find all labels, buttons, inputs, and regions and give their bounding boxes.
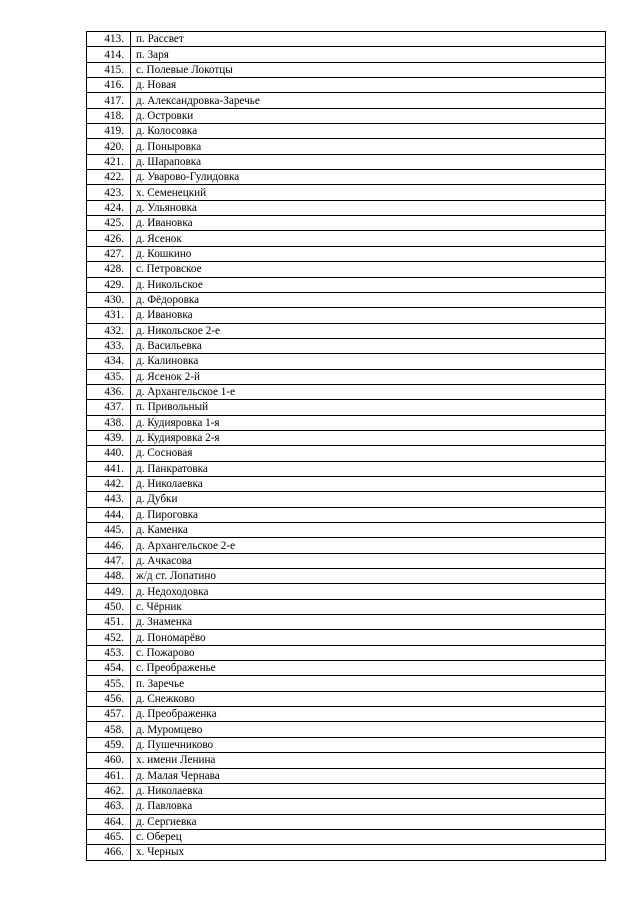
- settlement-name-cell: ж/д ст. Лопатино: [131, 569, 606, 584]
- row-number-cell: 424.: [87, 200, 131, 215]
- settlement-name-cell: д. Новая: [131, 78, 606, 93]
- table-row: [87, 799, 606, 814]
- row-number-cell: 434.: [87, 354, 131, 369]
- row-number-cell: 413.: [87, 32, 131, 47]
- settlement-name-cell: д. Фёдоровка: [131, 292, 606, 307]
- settlement-name-cell: д. Сергиевка: [131, 814, 606, 829]
- settlement-name-cell: с. Чёрник: [131, 599, 606, 614]
- row-number-cell: 466.: [87, 845, 131, 860]
- table-row: [87, 32, 606, 47]
- row-number-cell: 460.: [87, 753, 131, 768]
- settlement-name-cell: с. Оберец: [131, 829, 606, 844]
- table-row: [87, 292, 606, 307]
- row-number-cell: 429.: [87, 277, 131, 292]
- settlement-name-cell: п. Привольный: [131, 400, 606, 415]
- table-row: [87, 476, 606, 491]
- table-row: [87, 461, 606, 476]
- row-number-cell: 455.: [87, 676, 131, 691]
- settlement-name-cell: д. Сосновая: [131, 446, 606, 461]
- settlement-name-cell: д. Дубки: [131, 492, 606, 507]
- settlement-name-cell: д. Архангельское 2-е: [131, 538, 606, 553]
- row-number-cell: 452.: [87, 630, 131, 645]
- settlement-name-cell: х. Семенецкий: [131, 185, 606, 200]
- row-number-cell: 426.: [87, 231, 131, 246]
- row-number-cell: 414.: [87, 47, 131, 62]
- settlement-name-cell: д. Недоходовка: [131, 584, 606, 599]
- table-row: [87, 523, 606, 538]
- settlements-table: [86, 31, 606, 861]
- table-row: [87, 124, 606, 139]
- row-number-cell: 441.: [87, 461, 131, 476]
- settlement-name-cell: п. Заречье: [131, 676, 606, 691]
- settlement-name-cell: д. Преображенка: [131, 707, 606, 722]
- row-number-cell: 446.: [87, 538, 131, 553]
- row-number-cell: 438.: [87, 415, 131, 430]
- table-row: [87, 661, 606, 676]
- settlement-name-cell: д. Никольское 2-е: [131, 323, 606, 338]
- row-number-cell: 431.: [87, 308, 131, 323]
- settlement-name-cell: д. Кошкино: [131, 246, 606, 261]
- settlement-name-cell: д. Ульяновка: [131, 200, 606, 215]
- table-row: [87, 768, 606, 783]
- row-number-cell: 457.: [87, 707, 131, 722]
- table-row: [87, 277, 606, 292]
- row-number-cell: 423.: [87, 185, 131, 200]
- settlement-name-cell: д. Ясенок 2-й: [131, 369, 606, 384]
- settlement-name-cell: д. Павловка: [131, 799, 606, 814]
- row-number-cell: 456.: [87, 691, 131, 706]
- table-row: [87, 645, 606, 660]
- table-row: [87, 553, 606, 568]
- settlement-name-cell: д. Архангельское 1-е: [131, 384, 606, 399]
- settlement-name-cell: д. Николаевка: [131, 476, 606, 491]
- table-row: [87, 200, 606, 215]
- row-number-cell: 464.: [87, 814, 131, 829]
- table-row: [87, 246, 606, 261]
- table-row: [87, 845, 606, 860]
- settlement-name-cell: п. Рассвет: [131, 32, 606, 47]
- settlement-name-cell: х. имени Ленина: [131, 753, 606, 768]
- row-number-cell: 432.: [87, 323, 131, 338]
- table-row: [87, 507, 606, 522]
- row-number-cell: 450.: [87, 599, 131, 614]
- row-number-cell: 458.: [87, 722, 131, 737]
- settlement-name-cell: с. Петровское: [131, 262, 606, 277]
- settlement-name-cell: д. Каменка: [131, 523, 606, 538]
- table-row: [87, 538, 606, 553]
- row-number-cell: 418.: [87, 108, 131, 123]
- settlement-name-cell: д. Понырoвка: [131, 139, 606, 154]
- table-row: [87, 722, 606, 737]
- row-number-cell: 451.: [87, 615, 131, 630]
- row-number-cell: 448.: [87, 569, 131, 584]
- row-number-cell: 433.: [87, 338, 131, 353]
- row-number-cell: 428.: [87, 262, 131, 277]
- document-page: [86, 31, 606, 861]
- settlement-name-cell: д. Пироговка: [131, 507, 606, 522]
- table-row: [87, 400, 606, 415]
- settlement-name-cell: д. Пушечниково: [131, 737, 606, 752]
- table-row: [87, 630, 606, 645]
- row-number-cell: 437.: [87, 400, 131, 415]
- table-row: [87, 415, 606, 430]
- table-row: [87, 231, 606, 246]
- table-row: [87, 47, 606, 62]
- table-row: [87, 338, 606, 353]
- table-row: [87, 584, 606, 599]
- settlement-name-cell: д. Знаменка: [131, 615, 606, 630]
- row-number-cell: 420.: [87, 139, 131, 154]
- row-number-cell: 419.: [87, 124, 131, 139]
- row-number-cell: 415.: [87, 62, 131, 77]
- settlement-name-cell: с. Полевые Локотцы: [131, 62, 606, 77]
- settlement-name-cell: д. Уварово-Гулидовка: [131, 170, 606, 185]
- table-row: [87, 154, 606, 169]
- table-row: [87, 139, 606, 154]
- table-row: [87, 93, 606, 108]
- settlement-name-cell: д. Ясенок: [131, 231, 606, 246]
- table-row: [87, 369, 606, 384]
- table-row: [87, 185, 606, 200]
- table-row: [87, 170, 606, 185]
- table-row: [87, 599, 606, 614]
- table-row: [87, 753, 606, 768]
- row-number-cell: 416.: [87, 78, 131, 93]
- settlement-name-cell: с. Преображенье: [131, 661, 606, 676]
- table-row: [87, 707, 606, 722]
- row-number-cell: 453.: [87, 645, 131, 660]
- settlement-name-cell: д. Пономарёво: [131, 630, 606, 645]
- settlement-name-cell: х. Черных: [131, 845, 606, 860]
- settlement-name-cell: д. Муромцево: [131, 722, 606, 737]
- table-row: [87, 108, 606, 123]
- table-row: [87, 814, 606, 829]
- row-number-cell: 430.: [87, 292, 131, 307]
- row-number-cell: 462.: [87, 783, 131, 798]
- settlement-name-cell: д. Николаевка: [131, 783, 606, 798]
- settlement-name-cell: д. Кудияровка 2-я: [131, 430, 606, 445]
- row-number-cell: 463.: [87, 799, 131, 814]
- table-row: [87, 323, 606, 338]
- table-row: [87, 262, 606, 277]
- row-number-cell: 435.: [87, 369, 131, 384]
- row-number-cell: 454.: [87, 661, 131, 676]
- row-number-cell: 459.: [87, 737, 131, 752]
- settlement-name-cell: д. Малая Чернава: [131, 768, 606, 783]
- row-number-cell: 461.: [87, 768, 131, 783]
- table-body: [87, 32, 606, 861]
- table-row: [87, 62, 606, 77]
- row-number-cell: 427.: [87, 246, 131, 261]
- table-row: [87, 354, 606, 369]
- table-row: [87, 430, 606, 445]
- settlement-name-cell: д. Снежково: [131, 691, 606, 706]
- table-row: [87, 384, 606, 399]
- settlement-name-cell: д. Калиновка: [131, 354, 606, 369]
- settlement-name-cell: д. Панкратовка: [131, 461, 606, 476]
- settlement-name-cell: д. Ивановка: [131, 308, 606, 323]
- row-number-cell: 440.: [87, 446, 131, 461]
- table-row: [87, 615, 606, 630]
- settlement-name-cell: п. Заря: [131, 47, 606, 62]
- settlement-name-cell: с. Пожарово: [131, 645, 606, 660]
- settlement-name-cell: д. Колосовка: [131, 124, 606, 139]
- table-row: [87, 569, 606, 584]
- row-number-cell: 442.: [87, 476, 131, 491]
- settlement-name-cell: д. Васильевка: [131, 338, 606, 353]
- row-number-cell: 436.: [87, 384, 131, 399]
- table-row: [87, 446, 606, 461]
- table-row: [87, 216, 606, 231]
- row-number-cell: 444.: [87, 507, 131, 522]
- settlement-name-cell: д. Шараповка: [131, 154, 606, 169]
- row-number-cell: 417.: [87, 93, 131, 108]
- row-number-cell: 447.: [87, 553, 131, 568]
- table-row: [87, 691, 606, 706]
- settlement-name-cell: д. Ачкасова: [131, 553, 606, 568]
- settlement-name-cell: д. Ивановка: [131, 216, 606, 231]
- row-number-cell: 425.: [87, 216, 131, 231]
- table-row: [87, 829, 606, 844]
- row-number-cell: 445.: [87, 523, 131, 538]
- row-number-cell: 422.: [87, 170, 131, 185]
- table-row: [87, 737, 606, 752]
- table-row: [87, 78, 606, 93]
- settlement-name-cell: д. Никольское: [131, 277, 606, 292]
- table-row: [87, 676, 606, 691]
- settlement-name-cell: д. Кудияровка 1-я: [131, 415, 606, 430]
- settlement-name-cell: д. Островки: [131, 108, 606, 123]
- table-row: [87, 783, 606, 798]
- row-number-cell: 443.: [87, 492, 131, 507]
- row-number-cell: 439.: [87, 430, 131, 445]
- row-number-cell: 449.: [87, 584, 131, 599]
- row-number-cell: 465.: [87, 829, 131, 844]
- table-row: [87, 308, 606, 323]
- row-number-cell: 421.: [87, 154, 131, 169]
- table-row: [87, 492, 606, 507]
- settlement-name-cell: д. Александровка-Заречье: [131, 93, 606, 108]
